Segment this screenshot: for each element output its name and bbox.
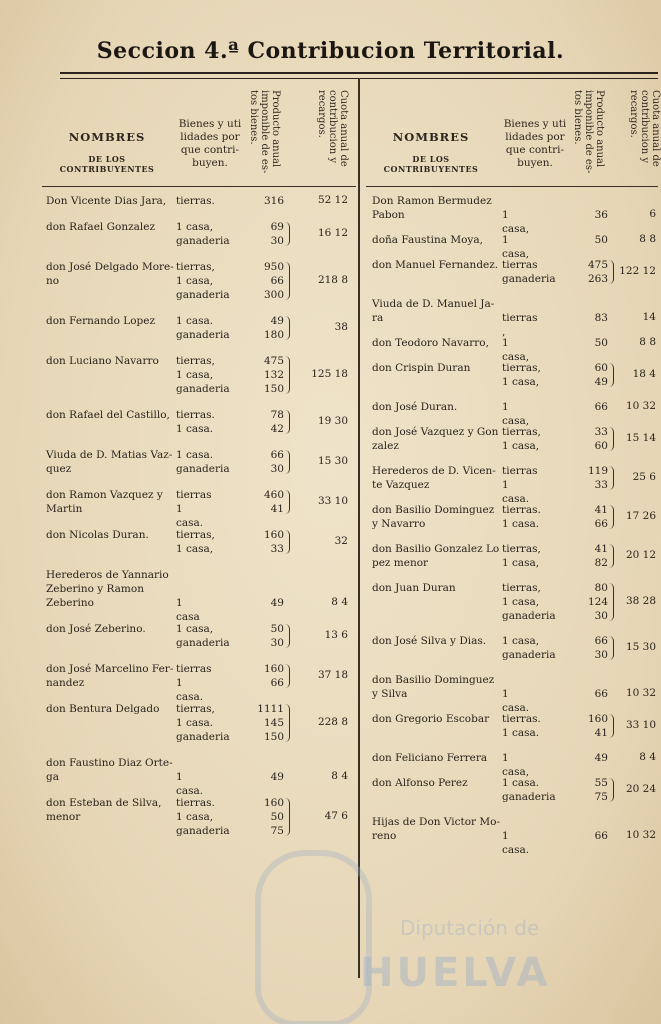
bienes-cell: 1 casa, [502, 337, 530, 363]
bienes-cell: 1 casa, [502, 752, 530, 778]
brace-mark [285, 356, 290, 394]
bienes-cell: tierras, 1 casa, [176, 529, 215, 555]
cuota-cell: 10 32 [625, 829, 656, 841]
bienes-cell: tierras, 1 casa, [502, 543, 541, 569]
contributor-name: don José Vazquez y Gon zalez [372, 426, 499, 452]
producto-cell: 41 82 [594, 543, 608, 569]
cuota-cell: 38 28 [625, 595, 656, 607]
cuota-cell: 18 4 [632, 368, 656, 380]
brace-mark [285, 450, 290, 474]
contributor-name: Don Vicente Dias Jara, [46, 195, 167, 207]
bienes-cell: tierras 1 casa. [502, 465, 538, 505]
cuota-cell: 10 32 [625, 400, 656, 412]
brace-mark [285, 704, 290, 742]
contributor-name: don Nicolas Duran. [46, 529, 149, 541]
brace-mark [285, 490, 290, 514]
contributor-name: Herederos de Yannario Zeberino y Ramon Zeberino [46, 569, 169, 609]
contributor-name: don Bentura Delgado [46, 703, 160, 715]
contributor-name: doña Faustina Moya, [372, 234, 483, 246]
bienes-cell: 1 casa, ganaderia [502, 635, 556, 661]
cuota-cell: 33 10 [625, 719, 656, 731]
contributor-name: don Gregorio Escobar [372, 713, 490, 725]
cuota-cell: 8 4 [639, 751, 656, 763]
bienes-cell: 1 casa. [502, 830, 530, 856]
contributor-name: don Manuel Fernandez. [372, 259, 499, 271]
producto-cell: 80 124 30 [587, 582, 608, 622]
cuota-cell: 17 26 [625, 510, 656, 522]
producto-cell: 60 49 [594, 362, 608, 388]
contributor-name: don Ramon Vazquez y Martin [46, 489, 163, 515]
cuota-cell: 15 30 [625, 641, 656, 653]
bienes-cell: 1 casa, [502, 234, 530, 260]
header-bienes: Bienes y uti lidades por que contri- buyen. [178, 118, 242, 169]
header-cuota: Cuota anual de contribucion y recargos. [316, 90, 349, 167]
producto-cell: 119 33 [587, 465, 608, 491]
producto-cell: 66 [594, 401, 608, 413]
cuota-cell: 122 12 [619, 265, 656, 277]
producto-cell: 66 30 [270, 449, 284, 475]
bienes-cell: tierras, 1 casa, [502, 362, 541, 388]
brace-mark [285, 316, 290, 340]
producto-cell: 55 75 [594, 777, 608, 803]
title-rule-thick [60, 72, 658, 74]
contributor-name: don Feliciano Ferrera [372, 752, 488, 764]
bienes-cell: tierras 1 casa. [176, 489, 212, 529]
bienes-cell: tierras, 1 casa, ganaderia [502, 582, 556, 622]
cuota-cell: 25 6 [632, 471, 656, 483]
producto-cell: 950 66 300 [263, 261, 284, 301]
brace-mark [285, 410, 290, 434]
cuota-cell: 8 4 [331, 596, 348, 608]
cuota-cell: 228 8 [317, 716, 348, 728]
cuota-cell: 6 [649, 208, 656, 220]
producto-cell: 36 [594, 209, 608, 221]
cuota-cell: 8 8 [639, 336, 656, 348]
bienes-cell: 1 casa. ganaderia [502, 777, 556, 803]
watermark-text: HUELVA [360, 950, 551, 996]
bienes-cell: tierras. 1 casa. [176, 409, 215, 435]
cuota-cell: 52 12 [317, 194, 348, 206]
brace-mark [285, 530, 290, 554]
contributor-name: don Fernando Lopez [46, 315, 156, 327]
contributor-name: don Basilio Gonzalez Lo pez menor [372, 543, 500, 569]
cuota-cell: 20 24 [625, 783, 656, 795]
cuota-cell: 16 12 [317, 227, 348, 239]
bienes-cell: 1 casa, [502, 209, 530, 235]
producto-cell: 475 132 150 [263, 355, 284, 395]
producto-cell: 50 30 [270, 623, 284, 649]
producto-cell: 49 [270, 597, 284, 609]
producto-cell: 475 263 [587, 259, 608, 285]
cuota-cell: 15 30 [317, 455, 348, 467]
header-nombres-right: NOMBRES DE LOS CONTRIBUYENTES [383, 130, 479, 174]
producto-cell: 33 60 [594, 426, 608, 452]
contributor-name: don Basilio Dominguez y Navarro [372, 504, 495, 530]
producto-cell: 50 [594, 337, 608, 349]
bienes-cell: 1 casa, ganaderia [176, 623, 230, 649]
cuota-cell: 8 8 [639, 233, 656, 245]
producto-cell: 78 42 [270, 409, 284, 435]
contributor-name: Herederos de D. Vicen- te Vazquez [372, 465, 496, 491]
header-bienes-right: Bienes y uti lidades por que contri- buyen. [503, 118, 567, 169]
contributor-name: don Juan Duran [372, 582, 456, 594]
producto-cell: 49 180 [263, 315, 284, 341]
brace-mark [285, 798, 290, 836]
contributor-name: don Rafael del Castillo, [46, 409, 170, 421]
cuota-cell: 20 12 [625, 549, 656, 561]
bienes-cell: 1 casa. ganaderia [176, 449, 230, 475]
producto-cell: 66 30 [594, 635, 608, 661]
contributor-name: don Rafael Gonzalez [46, 221, 155, 233]
header-rule-left [42, 186, 356, 187]
cuota-cell: 33 10 [317, 495, 348, 507]
producto-cell: 66 [594, 688, 608, 700]
cuota-cell: 10 32 [625, 687, 656, 699]
archive-seal [255, 850, 372, 1024]
cuota-cell: 14 [642, 311, 656, 323]
producto-cell: 160 33 [263, 529, 284, 555]
producto-cell: 83 [594, 312, 608, 324]
header-cuota-right: Cuota anual de contribucion y recargos. [628, 90, 661, 167]
producto-cell: 69 30 [270, 221, 284, 247]
bienes-cell: tierras. 1 casa, ganaderia [176, 797, 230, 837]
contributor-name: Hijas de Don Victor Mo- reno [372, 816, 501, 842]
producto-cell: 49 [270, 771, 284, 783]
producto-cell: 460 41 [263, 489, 284, 515]
brace-mark [285, 262, 290, 300]
bienes-cell: tierras, 1 casa, ganaderia [176, 355, 230, 395]
cuota-cell: 37 18 [317, 669, 348, 681]
contributor-name: don José Marcelino Fer- nandez [46, 663, 174, 689]
contributor-name: don José Duran. [372, 401, 458, 413]
contributor-name: don José Zeberino. [46, 623, 146, 635]
producto-cell: 66 [594, 830, 608, 842]
bienes-cell: tierras, 1 casa, [502, 426, 541, 452]
cuota-cell: 13 6 [324, 629, 348, 641]
producto-cell: 1111 145 150 [257, 703, 284, 743]
brace-mark [285, 222, 290, 246]
contributor-name: don Esteban de Silva, menor [46, 797, 162, 823]
bienes-cell: 1 casa, ganaderia [176, 221, 230, 247]
header-producto-right: Producto anual imponible de es- tos bienes. [572, 90, 605, 174]
brace-mark [285, 664, 290, 688]
cuota-cell: 218 8 [317, 274, 348, 286]
page-title: Seccion 4.ª Contribucion Territorial. [96, 38, 565, 64]
cuota-cell: 15 14 [625, 432, 656, 444]
producto-cell: 160 66 [263, 663, 284, 689]
bienes-cell: tierras. 1 casa. [502, 713, 541, 739]
header-producto: Producto anual imponible de es- tos bienes. [248, 90, 281, 174]
column-divider [358, 78, 360, 978]
bienes-cell: tierras, 1 casa. ganaderia [176, 703, 230, 743]
watermark-text-small: Diputación de [400, 916, 540, 940]
bienes-cell: 1 casa. [502, 688, 530, 714]
bienes-cell: 1 casa [176, 597, 200, 623]
bienes-cell: tierras , [502, 312, 538, 338]
bienes-cell: 1 casa. ganaderia [176, 315, 230, 341]
contributor-name: Don Ramon Bermudez Pabon [372, 195, 492, 221]
contributor-name: don Basilio Dominguez y Silva [372, 674, 495, 700]
producto-cell: 316 [263, 195, 284, 207]
producto-cell: 160 41 [587, 713, 608, 739]
bienes-cell: tierras ganaderia [502, 259, 556, 285]
bienes-cell: tierras. [176, 195, 215, 207]
cuota-cell: 38 [334, 321, 348, 333]
brace-mark [285, 624, 290, 648]
contributor-name: Viuda de D. Matias Vaz- quez [46, 449, 173, 475]
header-rule-right [366, 186, 658, 187]
producto-cell: 41 66 [594, 504, 608, 530]
header-nombres: NOMBRES DE LOS CONTRIBUYENTES [59, 130, 155, 174]
producto-cell: 49 [594, 752, 608, 764]
contributor-name: don José Delgado More- no [46, 261, 174, 287]
cuota-cell: 47 6 [324, 810, 348, 822]
contributor-name: Viuda de D. Manuel Ja- ra [372, 298, 495, 324]
bienes-cell: 1 casa, [502, 401, 530, 427]
cuota-cell: 8 4 [331, 770, 348, 782]
producto-cell: 50 [594, 234, 608, 246]
bienes-cell: 1 casa. [176, 771, 204, 797]
bienes-cell: tierras, 1 casa, ganaderia [176, 261, 230, 301]
cuota-cell: 125 18 [311, 368, 348, 380]
cuota-cell: 19 30 [317, 415, 348, 427]
bienes-cell: tierras. 1 casa. [502, 504, 541, 530]
contributor-name: don Luciano Navarro [46, 355, 159, 367]
contributor-name: don Crispin Duran [372, 362, 471, 374]
producto-cell: 160 50 75 [263, 797, 284, 837]
contributor-name: don Alfonso Perez [372, 777, 468, 789]
contributor-name: don Teodoro Navarro, [372, 337, 489, 349]
contributor-name: don José Silva y Dias. [372, 635, 487, 647]
cuota-cell: 32 [334, 535, 348, 547]
contributor-name: don Faustino Diaz Orte- ga [46, 757, 173, 783]
bienes-cell: tierras 1 casa. [176, 663, 212, 703]
